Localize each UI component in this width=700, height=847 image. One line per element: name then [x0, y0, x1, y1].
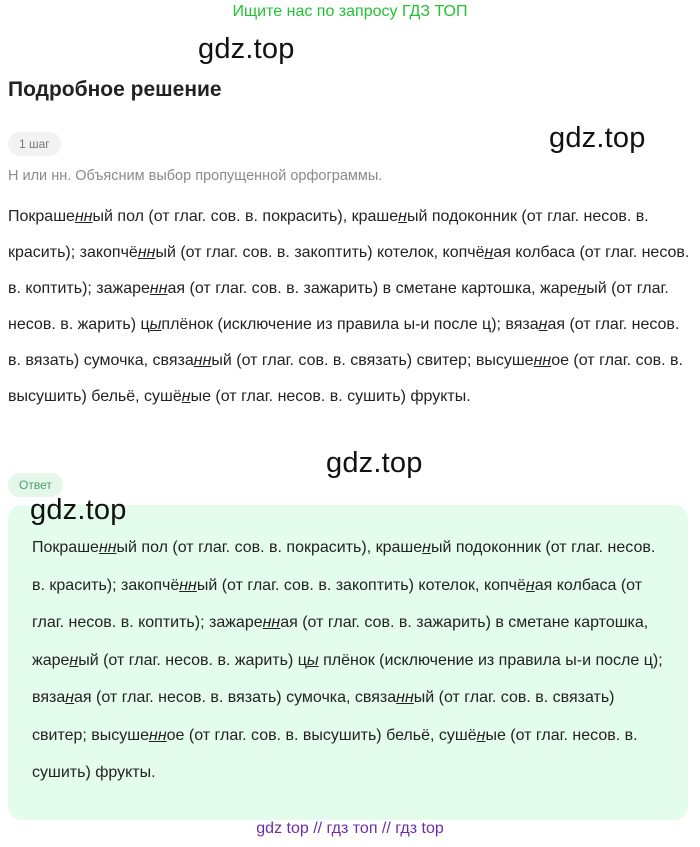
- highlighted-letters: н: [422, 539, 431, 556]
- watermark: gdz.top: [30, 494, 127, 526]
- highlighted-letters: нн: [396, 689, 414, 706]
- highlighted-letters: н: [577, 280, 587, 297]
- highlighted-letters: н: [538, 316, 548, 333]
- highlighted-letters: ы: [149, 316, 162, 333]
- solution-text: Покрашенный пол (от глаг. сов. в. покрасить), крашеный подоконник (от глаг. несов. в. красить); закопчённый (от глаг. сов. в. закоптить) котелок, копчёная колбаса (от глаг. несов. в. коптить); зажаренная (от глаг. сов. в. зажарить) в сметане картошка, жареный (от глаг. несов. в. жарить) цыплёнок (исключение из правила ы-и после ц); вязаная (от глаг. несов. в. вязать) сумочка, связанный (от глаг. сов. в. связать) свитер; высушенное (от глаг. сов. в. высушить) бельё, сушёные (от глаг. несов. в. сушить) фрукты.: [8, 208, 690, 405]
- top-banner: Ищите нас по запросу ГДЗ ТОП: [232, 3, 468, 20]
- highlighted-letters: н: [476, 726, 486, 744]
- watermark: gdz.top: [326, 447, 423, 479]
- watermark: gdz.top: [198, 33, 295, 65]
- highlighted-letters: нн: [137, 244, 156, 261]
- answer-badge: Ответ: [8, 473, 63, 497]
- highlighted-letters: нн: [179, 576, 197, 594]
- page-title: Подробное решение: [8, 78, 222, 101]
- highlighted-letters: нн: [533, 352, 552, 369]
- answer-text: Покрашенный пол (от глаг. сов. в. покрасить), крашеный подоконник (от глаг. несов. в. красить); закопчённый (от глаг. сов. в. закоптить) котелок, копчёная колбаса (от глаг. несов. в. коптить); зажаренная (от глаг. сов. в. зажарить) в сметане картошка, жареный (от глаг. несов. в. жарить) цы плёнок (исключение из правила ы-и после ц); вязаная (от глаг. несов. в. вязать) сумочка, связанный (от глаг. сов. в. связать) свитер; высушенное (от глаг. сов. в. высушить) бельё, сушёные (от глаг. несов. в. сушить) фрукты.: [32, 539, 663, 781]
- highlighted-letters: н: [484, 244, 494, 261]
- highlighted-letters: н: [398, 208, 407, 225]
- highlighted-letters: н: [69, 651, 79, 669]
- watermark: gdz.top: [549, 122, 646, 154]
- footer-links[interactable]: gdz top // гдз топ // гдз top: [256, 820, 444, 837]
- highlighted-letters: нн: [149, 280, 168, 297]
- highlighted-letters: нн: [262, 614, 281, 631]
- highlighted-letters: н: [65, 689, 75, 706]
- step-badge: 1 шаг: [8, 132, 61, 156]
- highlighted-letters: нн: [98, 539, 117, 556]
- highlighted-letters: нн: [74, 208, 93, 225]
- step-caption: Н или нн. Объясним выбор пропущенной орфограммы.: [8, 168, 383, 184]
- highlighted-letters: нн: [193, 352, 212, 369]
- highlighted-letters: н: [525, 576, 535, 594]
- highlighted-letters: н: [181, 388, 191, 405]
- highlighted-letters: ы: [306, 651, 319, 669]
- highlighted-letters: нн: [149, 726, 167, 744]
